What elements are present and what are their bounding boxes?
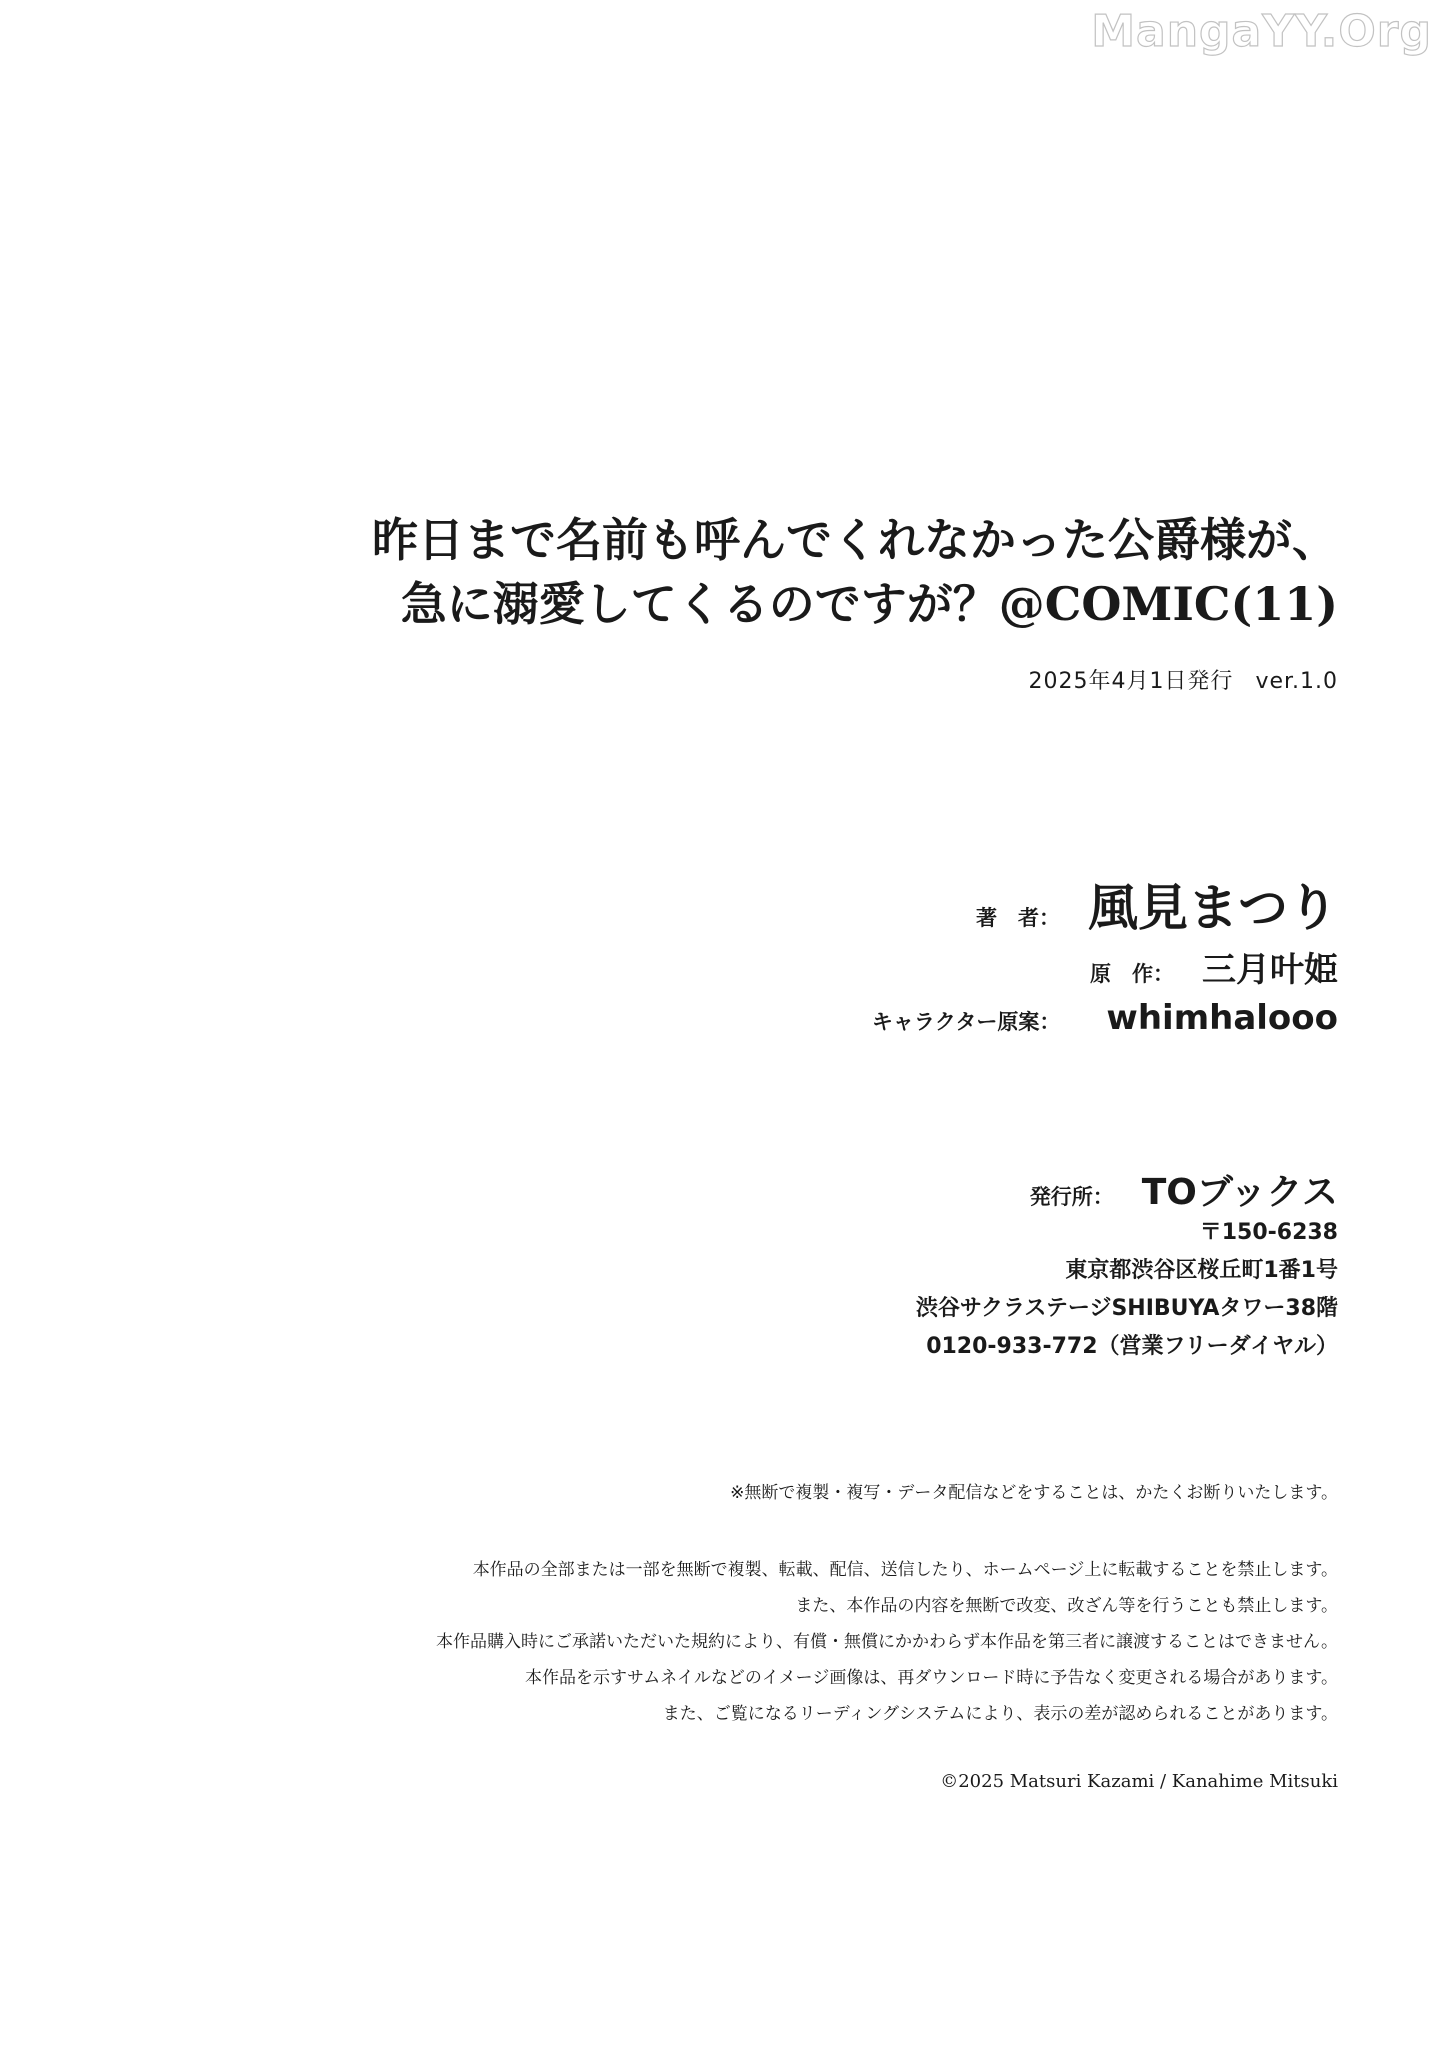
publication-info: [1028, 664, 1338, 695]
original-work-name: 三月叶姫: [1202, 950, 1338, 990]
author-label: 著 者：: [976, 906, 1060, 930]
legal-notice-line: 本作品の全部または一部を無断で複製、転載、配信、送信したり、ホームページ上に転載することを禁止します。: [472, 1560, 1338, 1580]
original-work-label: 原 作：: [1090, 962, 1174, 986]
legal-notice-line: また、本作品の内容を無断で改変、改ざん等を行うことも禁止します。: [795, 1596, 1338, 1616]
publisher-address-line-1: 東京都渋谷区桜丘町1番1号: [1065, 1258, 1338, 1283]
copyright-line: ©2025 Matsuri Kazami / Kanahime Mitsuki: [940, 1771, 1338, 1792]
author-credit: [976, 868, 1338, 940]
legal-notice-line: 本作品購入時にご承諾いただいた規約により、有償・無償にかかわらず本作品を第三者に譲渡することはできません。: [435, 1632, 1338, 1652]
publisher-phone: 0120-933-772（営業フリーダイヤル）: [926, 1334, 1338, 1359]
publication-date: 2025年4月1日発行: [1028, 669, 1234, 694]
book-title-line-2: 急に溺愛してくるのですが？@COMIC(11): [400, 577, 1338, 631]
watermark-logo: MangaYY.Org: [1091, 6, 1432, 57]
character-design-label: キャラクター原案：: [871, 1010, 1061, 1034]
publisher-name: TOブックス: [1141, 1172, 1338, 1213]
publisher-credit: [1030, 1164, 1338, 1215]
legal-notice-line: 本作品を示すサムネイルなどのイメージ画像は、再ダウンロード時に予告なく変更される場合があります。: [525, 1668, 1338, 1688]
version-label: ver.1.0: [1255, 669, 1338, 694]
character-design-name: whimhalooo: [1106, 998, 1338, 1038]
publisher-address-line-2: 渋谷サクラステージSHIBUYAタワー38階: [915, 1296, 1338, 1321]
legal-notice-line: また、ご覧になるリーディングシステムにより、表示の差が認められることがあります。: [662, 1704, 1338, 1724]
book-title: [372, 508, 1338, 636]
copy-prohibition-notice: ※無断で複製・複写・データ配信などをすることは、かたくお断りいたします。: [730, 1483, 1338, 1503]
character-design-credit: [872, 998, 1338, 1038]
book-title-line-1: 昨日まで名前も呼んでくれなかった公爵様が、: [372, 513, 1338, 567]
author-name: 風見まつり: [1088, 879, 1338, 937]
publisher-label: 発行所：: [1029, 1185, 1114, 1209]
publisher-postal-code: 〒150-6238: [1199, 1220, 1338, 1245]
original-work-credit: [1090, 942, 1338, 991]
legal-notices: [436, 1552, 1338, 1732]
